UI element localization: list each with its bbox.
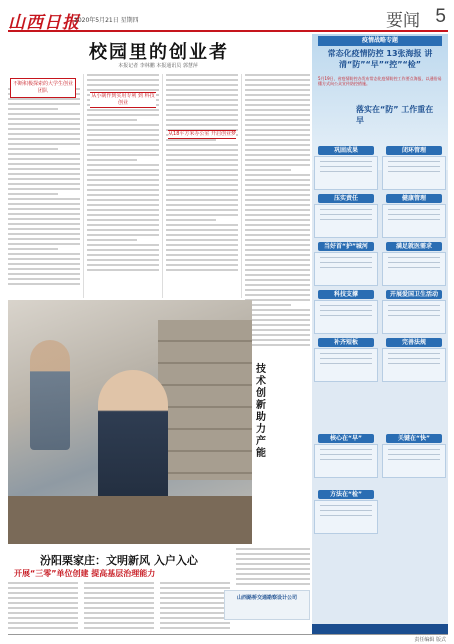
poster-slogan: 落实在“防” 工作重在早	[356, 105, 434, 125]
poster-card	[314, 290, 378, 334]
poster-card-label: 补齐短板	[318, 338, 374, 347]
lower-text-column-1	[8, 582, 78, 634]
poster-intro: 5月19日，省疫情防控办发布常态化疫情防控工作要点海报，以通俗易懂方式向公众宣传防控措施。	[318, 76, 442, 86]
poster-card	[382, 290, 446, 334]
poster-card	[314, 434, 378, 478]
poster-card-label: 方法在“检”	[318, 490, 374, 499]
poster-card-label: 满足就医需求	[386, 242, 442, 251]
page-number: 5	[435, 6, 446, 27]
lower-headline: 汾阳栗家庄：文明新风 入户入心	[40, 554, 198, 567]
poster-card-body	[382, 348, 446, 382]
lower-text-column-4	[236, 548, 310, 590]
section-title: 要闻	[386, 11, 420, 31]
subhead-plain-1: 从小制作到实用专利 到 科技创业	[91, 93, 155, 106]
poster-card-label: 开展爱国卫生活动	[386, 290, 442, 299]
advertisement	[224, 590, 310, 620]
poster-card-body	[382, 252, 446, 286]
subhead-box-1: 不断积极探索的大学生创业团队	[10, 78, 76, 98]
poster-card	[382, 434, 446, 478]
poster-card-label: 当好首“护”城河	[318, 242, 374, 251]
feature-photo	[8, 300, 252, 544]
poster-card-label: 健康管理	[386, 194, 442, 203]
page-footer-text: 责任编辑 版式	[414, 637, 446, 643]
photo-background-person	[30, 340, 70, 450]
column-rule	[241, 74, 242, 298]
poster-card-label: 关键在“快”	[386, 434, 442, 443]
advertisement-text: 山西路桥交通勘察设计公司	[236, 595, 297, 601]
poster-card	[314, 490, 378, 534]
poster-card-label: 核心在“早”	[318, 434, 374, 443]
poster-card	[314, 338, 378, 382]
poster-panel	[312, 34, 448, 634]
lower-subheadline: 开展“三零”单位创建 提高基层治理能力	[14, 569, 156, 578]
poster-card	[382, 338, 446, 382]
poster-card	[314, 194, 378, 238]
main-article-area	[8, 34, 310, 634]
poster-title: 常态化疫情防控 13张海报 讲清“防”“早”“控”“检”	[327, 49, 433, 69]
poster-card-body	[314, 252, 378, 286]
poster-card-body	[314, 500, 378, 534]
masthead	[8, 6, 448, 32]
photo-side-title: 技术创新 助力产能	[256, 364, 266, 459]
poster-card-body	[314, 300, 378, 334]
poster-card-label: 完善法规	[386, 338, 442, 347]
poster-card-label: 闭环管理	[386, 146, 442, 155]
poster-card-body	[382, 156, 446, 190]
poster-card-body	[382, 300, 446, 334]
text-column-3	[166, 74, 238, 294]
text-column-1	[8, 74, 80, 294]
poster-band: 疫情战略专题	[318, 36, 442, 46]
poster-card	[382, 194, 446, 238]
newspaper-logo: 山西日报	[8, 13, 80, 33]
issue-date: 2020年5月21日 星期四	[74, 17, 139, 24]
lower-text-column-2	[84, 582, 154, 634]
photo-workbench	[8, 496, 252, 544]
photo-background-shelf	[158, 320, 252, 480]
poster-footer-band	[312, 624, 448, 634]
poster-card	[314, 242, 378, 286]
poster-card	[314, 146, 378, 190]
poster-card-label: 巩固成果	[318, 146, 374, 155]
column-rule	[162, 74, 163, 298]
poster-card-body	[382, 204, 446, 238]
column-rule	[83, 74, 84, 298]
page-bottom-rule	[8, 634, 448, 635]
poster-card-label: 压实责任	[318, 194, 374, 203]
subhead-plain-2: 从18平方米办公室 开启创业梦	[168, 131, 236, 137]
poster-card	[382, 146, 446, 190]
feature-headline: 校园里的创业者	[89, 42, 229, 63]
poster-card-label: 科技支撑	[318, 290, 374, 299]
poster-card-body	[314, 444, 378, 478]
photo-side-caption	[254, 364, 308, 544]
poster-card-body	[314, 204, 378, 238]
lower-text-column-3	[160, 582, 230, 634]
poster-card-body	[382, 444, 446, 478]
poster-card-body	[314, 348, 378, 382]
feature-byline: 本报记者 李林鹏 本报通讯员 郭慧萍	[118, 63, 198, 69]
poster-card-body	[314, 156, 378, 190]
poster-card	[382, 242, 446, 286]
